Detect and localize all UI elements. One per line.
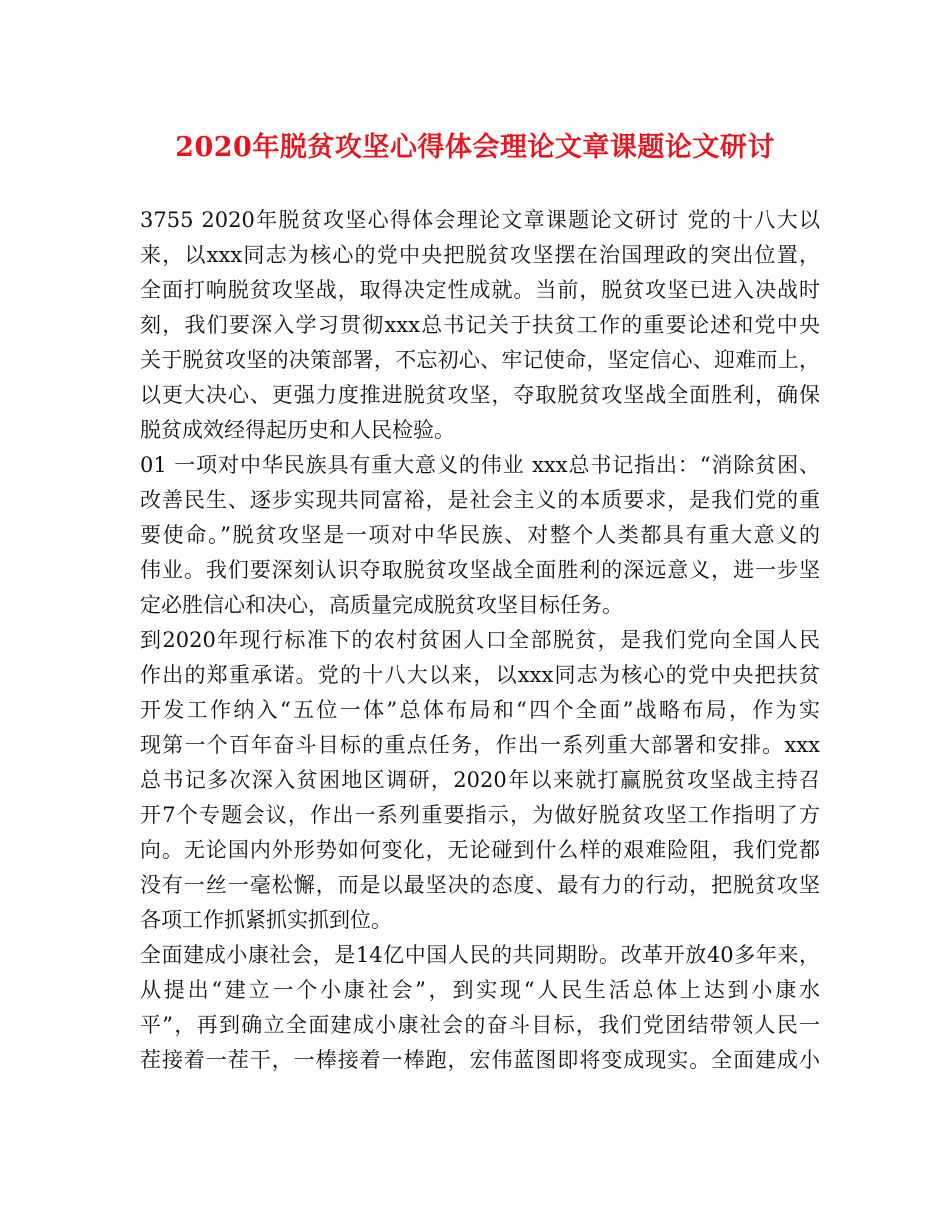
document-body	[140, 203, 820, 1078]
paragraph-intro	[140, 203, 820, 448]
document-title: 2020年脱贫攻坚心得体会理论文章课题论文研讨	[175, 132, 775, 163]
paragraph-section-01	[140, 448, 820, 623]
text-line: 作出的郑重承诺。党的十八大以来，以xxx同志为核心的党中央把扶贫	[140, 663, 820, 687]
text-line: 3755 2020年脱贫攻坚心得体会理论文章课题论文研讨 党的十八大以	[140, 208, 820, 232]
text-line: 全面建成小康社会，是14亿中国人民的共同期盼。改革开放40多年来，	[140, 943, 820, 967]
text-line: 改善民生、逐步实现共同富裕，是社会主义的本质要求，是我们党的重	[140, 488, 820, 512]
text-line: 总书记多次深入贫困地区调研，2020年以来就打赢脱贫攻坚战主持召	[140, 768, 820, 792]
text-line: 以更大决心、更强力度推进脱贫攻坚，夺取脱贫攻坚战全面胜利，确保	[140, 383, 820, 407]
text-line: 开7个专题会议，作出一系列重要指示，为做好脱贫攻坚工作指明了方	[140, 803, 820, 827]
text-line: 伟业。我们要深刻认识夺取脱贫攻坚战全面胜利的深远意义，进一步坚	[140, 558, 820, 582]
text-line: 向。无论国内外形势如何变化，无论碰到什么样的艰难险阻，我们党都	[140, 838, 820, 862]
text-line: 来，以xxx同志为核心的党中央把脱贫攻坚摆在治国理政的突出位置，	[140, 243, 820, 267]
text-line: 01 一项对中华民族具有重大意义的伟业 xxx总书记指出：“消除贫困、	[140, 453, 820, 477]
text-line: 定必胜信心和决心，高质量完成脱贫攻坚目标任务。	[140, 593, 623, 617]
text-line: 全面打响脱贫攻坚战，取得决定性成就。当前，脱贫攻坚已进入决战时	[140, 278, 820, 302]
text-line: 刻，我们要深入学习贯彻xxx总书记关于扶贫工作的重要论述和党中央	[140, 313, 820, 337]
text-line: 各项工作抓紧抓实抓到位。	[140, 908, 392, 932]
text-line: 要使命。”脱贫攻坚是一项对中华民族、对整个人类都具有重大意义的	[140, 523, 820, 547]
paragraph-xiaokang	[140, 938, 820, 1078]
text-line: 到2020年现行标准下的农村贫困人口全部脱贫，是我们党向全国人民	[140, 628, 820, 652]
text-line: 脱贫成效经得起历史和人民检验。	[140, 418, 455, 442]
text-line: 现第一个百年奋斗目标的重点任务，作出一系列重大部署和安排。xxx	[140, 733, 820, 757]
text-line: 关于脱贫攻坚的决策部署，不忘初心、牢记使命，坚定信心、迎难而上，	[140, 348, 820, 372]
paragraph-2020-commitment	[140, 623, 820, 938]
text-line: 从提出“建立一个小康社会”，到实现“人民生活总体上达到小康水	[140, 978, 820, 1002]
text-line: 开发工作纳入“五位一体”总体布局和“四个全面”战略布局，作为实	[140, 698, 820, 722]
text-line: 茬接着一茬干，一棒接着一棒跑，宏伟蓝图即将变成现实。全面建成小	[140, 1048, 820, 1072]
text-line: 没有一丝一毫松懈，而是以最坚决的态度、最有力的行动，把脱贫攻坚	[140, 873, 820, 897]
text-line: 平”，再到确立全面建成小康社会的奋斗目标，我们党团结带领人民一	[140, 1013, 820, 1037]
